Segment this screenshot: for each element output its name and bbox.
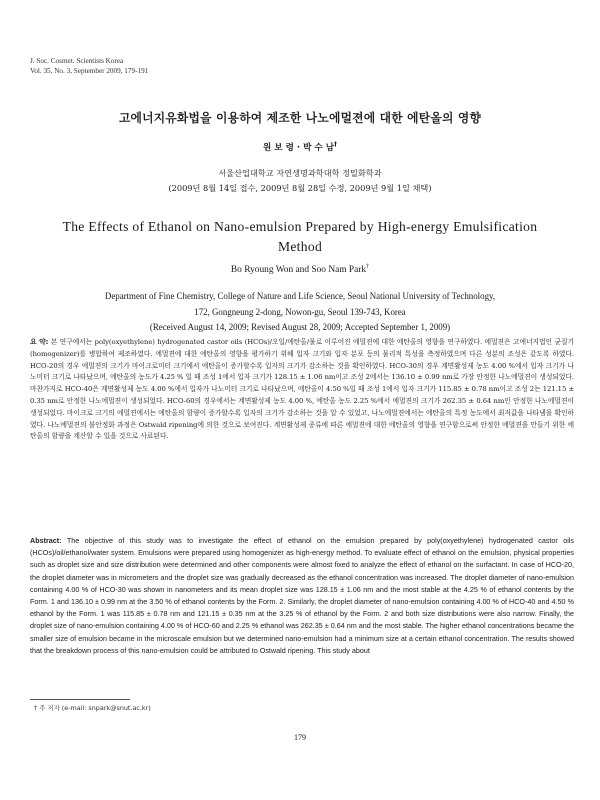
corresponding-author-mark: † <box>334 141 338 149</box>
affiliation-english <box>40 289 560 336</box>
dates-korean: (2009년 8월 14일 접수, 2009년 8월 28일 수정, 2009년 9월 1일 채택) <box>168 183 432 193</box>
footnote-divider <box>30 699 130 700</box>
abstract-korean-label: 요 약: <box>30 338 49 346</box>
journal-header <box>30 56 148 76</box>
authors-korean-names: 원 보 령 · 박 수 남 <box>262 143 335 153</box>
affiliation-english-line2: 172, Gongneung 2-dong, Nowon-gu, Seoul 139-743, Korea <box>194 306 406 317</box>
corresponding-author-mark-en: † <box>366 264 370 270</box>
abstract-english-label: Abstract: <box>30 536 62 545</box>
page-number: 179 <box>294 733 306 742</box>
footnote: † 주 저자 (e-mail: snpark@snut.ac.kr) <box>34 704 151 712</box>
abstract-english-text: The objective of this study was to investigate the effect of ethanol on the emulsion prepared by poly(oxyethylene) hydrogenated castor oils (HCOs)/oil/ethanol/water system. Emulsions were prepared using homogenizer as high-energy method. To evaluate effect of ethanol on the emulsion, physical properties such as droplet size and size distribution were determined and other components were almost fixed to analyze the effect of ethanol on the surfactant. In case of HCO-20, the droplet diameter was in micrometers and the droplet size was gradually decreased as the ethanol concentration was increased. The droplet diameter of nano-emulsion containing 4.00 % of HCO-30 was shown in nanometers and its mean droplet size was 128.15 ± 1.06 nm and the most stable at the 4.25 % of ethanol contents by the Form. 1 and 136.10 ± 0.99 nm at the 3.50 % of ethanol contents by the Form. 2. Similarly, the droplet diameter of nano-emulsion containing 4.00 % of HCO-40 and 4.50 % ethanol by the Form. 1 was 115.85 ± 0.78 nm and 121.15 ± 0.35 nm at the 3.25 % of ethanol by the Form. 2 and both size distributions were also narrow. Finally, the droplet size of nano-emulsion containing 4.00 % of HCO-60 and 2.25 % ethanol was 262.35 ± 0.64 nm and the most stable. The higher ethanol concentrations became the smaller size of emulsion became in the microscale emulsion but we determined nano-emulsion had a minimum size at a certain ethanol concentration. The results showed that the breakdown process of this nano-emulsion could be attributed to Ostwald ripening. This study about <box>30 536 574 655</box>
title-english: The Effects of Ethanol on Nano-emulsion Prepared by High-energy Emulsification Method <box>62 219 538 254</box>
authors-english-names: Bo Ryoung Won and Soo Nam Park <box>230 265 367 276</box>
abstract-english <box>30 535 574 657</box>
journal-name: J. Soc. Cosmet. Scientists Korea <box>30 57 124 65</box>
title-korean: 고에너지유화법을 이용하여 제조한 나노에멀젼에 대한 에탄올의 영향 <box>118 111 482 125</box>
received-dates: (Received August 14, 2009; Revised August 28, 2009; Accepted September 1, 2009) <box>149 322 451 332</box>
journal-volume: Vol. 35, No. 3, September 2009, 179-191 <box>30 67 149 75</box>
abstract-korean-text: 본 연구에서는 poly(oxyethylene) hydrogenated castor oils (HCOs)/오일/에탄올/물로 이루어진 에멀젼에 대한 에탄올의 영향을 연구하였다. 에멀젼은 고에너지법인 균질기(homogenizer)를 병합하여 제조하였다. 에멀젼에 대한 에탄올의 영향을 평가하기 위해 입자 크기와 입자 분포 등의 물리적 특성을 측정하였으며 다른 성분의 조성은 같도록 하였다. HCO-20의 경우 에멀젼의 크기가 마이크로미터 크기에서 에탄올이 증가할수록 입자의 크기가 감소하는 것을 확인하였다. HCO-30의 경우 계면활성제 농도 4.00 %에서 입자 크기가 나노미터 크기로 나타났으며, 에탄올의 농도가 4.25 % 일 때 조성 1에서 입자 크기가 128.15 ± 1.06 nm이고 조성 2에서는 136.10 ± 0.99 nm로 가장 안정한 나노에멀젼이 생성되었다. 마찬가지로 HCO-40은 계면활성제 농도 4.00 %에서 입자가 나노미터 크기로 나타났으며, 에탄올이 4.50 %일 때 조성 1에서 입자 크기가 115.85 ± 0.78 nm이고 조성 2는 121.15 ± 0.35 nm로 안정한 나노에멀젼이 생성되었다. HCO-60의 경우에서는 계면활성제 농도 4.00 %, 에탄올 농도 2.25 %에서 에멀젼의 크기가 262.35 ± 0.64 nm인 안정한 나노에멀젼이 생성되었다. 마이크로 크기의 에멀젼에서는 에탄올의 함량이 증가할수록 입자의 크기가 감소하는 것을 알 수 있었고, 나노에멀젼에서는 에탄올의 특정 농도에서 최저값을 나타냄을 확인하였다. 나노에멀젼의 불안정화 과정은 Ostwald ripening에 의한 것으로 보여진다. 계면활성제 종류에 따른 에멀젼에 대한 에탄올의 영향을 연구함으로써 안정한 에멀젼을 만들기 위한 에탄올의 함량을 계산할 수 있을 것으로 사료된다. <box>30 338 574 441</box>
affiliation-korean-text: 서울산업대학교 자연생명과학대학 정밀화학과 <box>218 168 382 178</box>
affiliation-english-line1: Department of Fine Chemistry, College of Nature and Life Science, Seoul National University of Technology, <box>104 291 496 301</box>
affiliation-korean <box>0 166 600 196</box>
authors-english <box>0 264 600 275</box>
abstract-korean <box>30 337 574 443</box>
authors-korean <box>0 141 600 153</box>
